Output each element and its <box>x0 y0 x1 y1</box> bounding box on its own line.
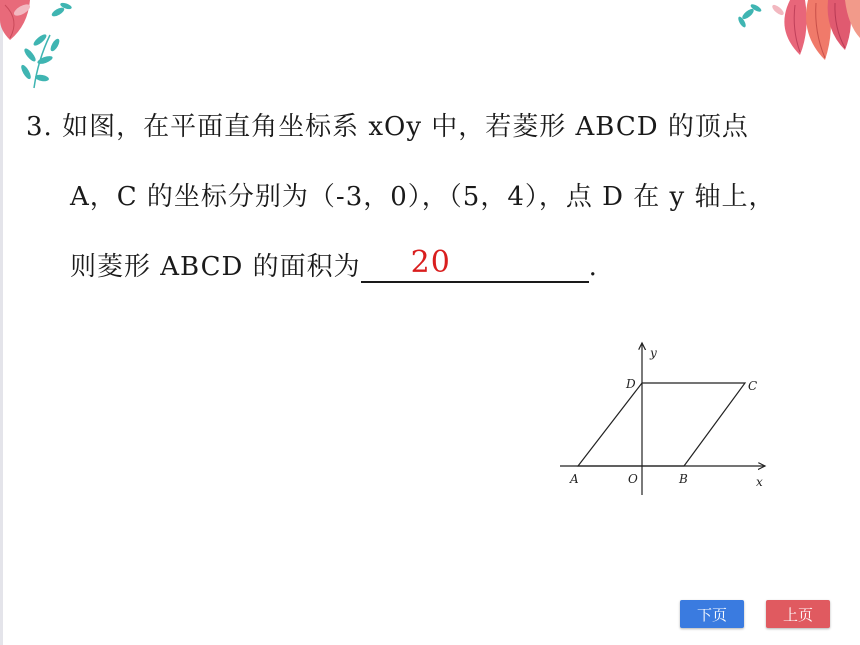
label-o: O <box>628 472 638 486</box>
question-line-3-text: 则菱形 ABCD 的面积为 <box>70 252 361 282</box>
label-b: B <box>679 472 688 486</box>
question-line-2: A，C 的坐标分别为（-3，0），（5，4），点 D 在 y 轴上， <box>70 182 776 212</box>
question-line-3-end: . <box>588 252 598 282</box>
label-d: D <box>626 377 636 391</box>
question-line-1: 3. 如图，在平面直角坐标系 xOy 中，若菱形 ABCD 的顶点 <box>26 112 749 142</box>
label-c: C <box>748 379 758 393</box>
previous-page-button[interactable]: 上页 <box>766 600 830 628</box>
answer-blank <box>361 245 589 283</box>
leaf-decoration-top-right <box>730 0 860 70</box>
label-x: x <box>756 475 763 489</box>
label-a: A <box>570 472 579 486</box>
next-page-button[interactable]: 下页 <box>680 600 744 628</box>
leaf-decoration-top-left <box>0 0 110 95</box>
question-line-3 <box>70 246 598 283</box>
rhombus-figure <box>550 335 790 505</box>
slide-border <box>0 0 3 645</box>
rhombus-abcd <box>578 383 745 466</box>
answer-text: 20 <box>410 245 451 280</box>
label-y: y <box>650 346 657 360</box>
